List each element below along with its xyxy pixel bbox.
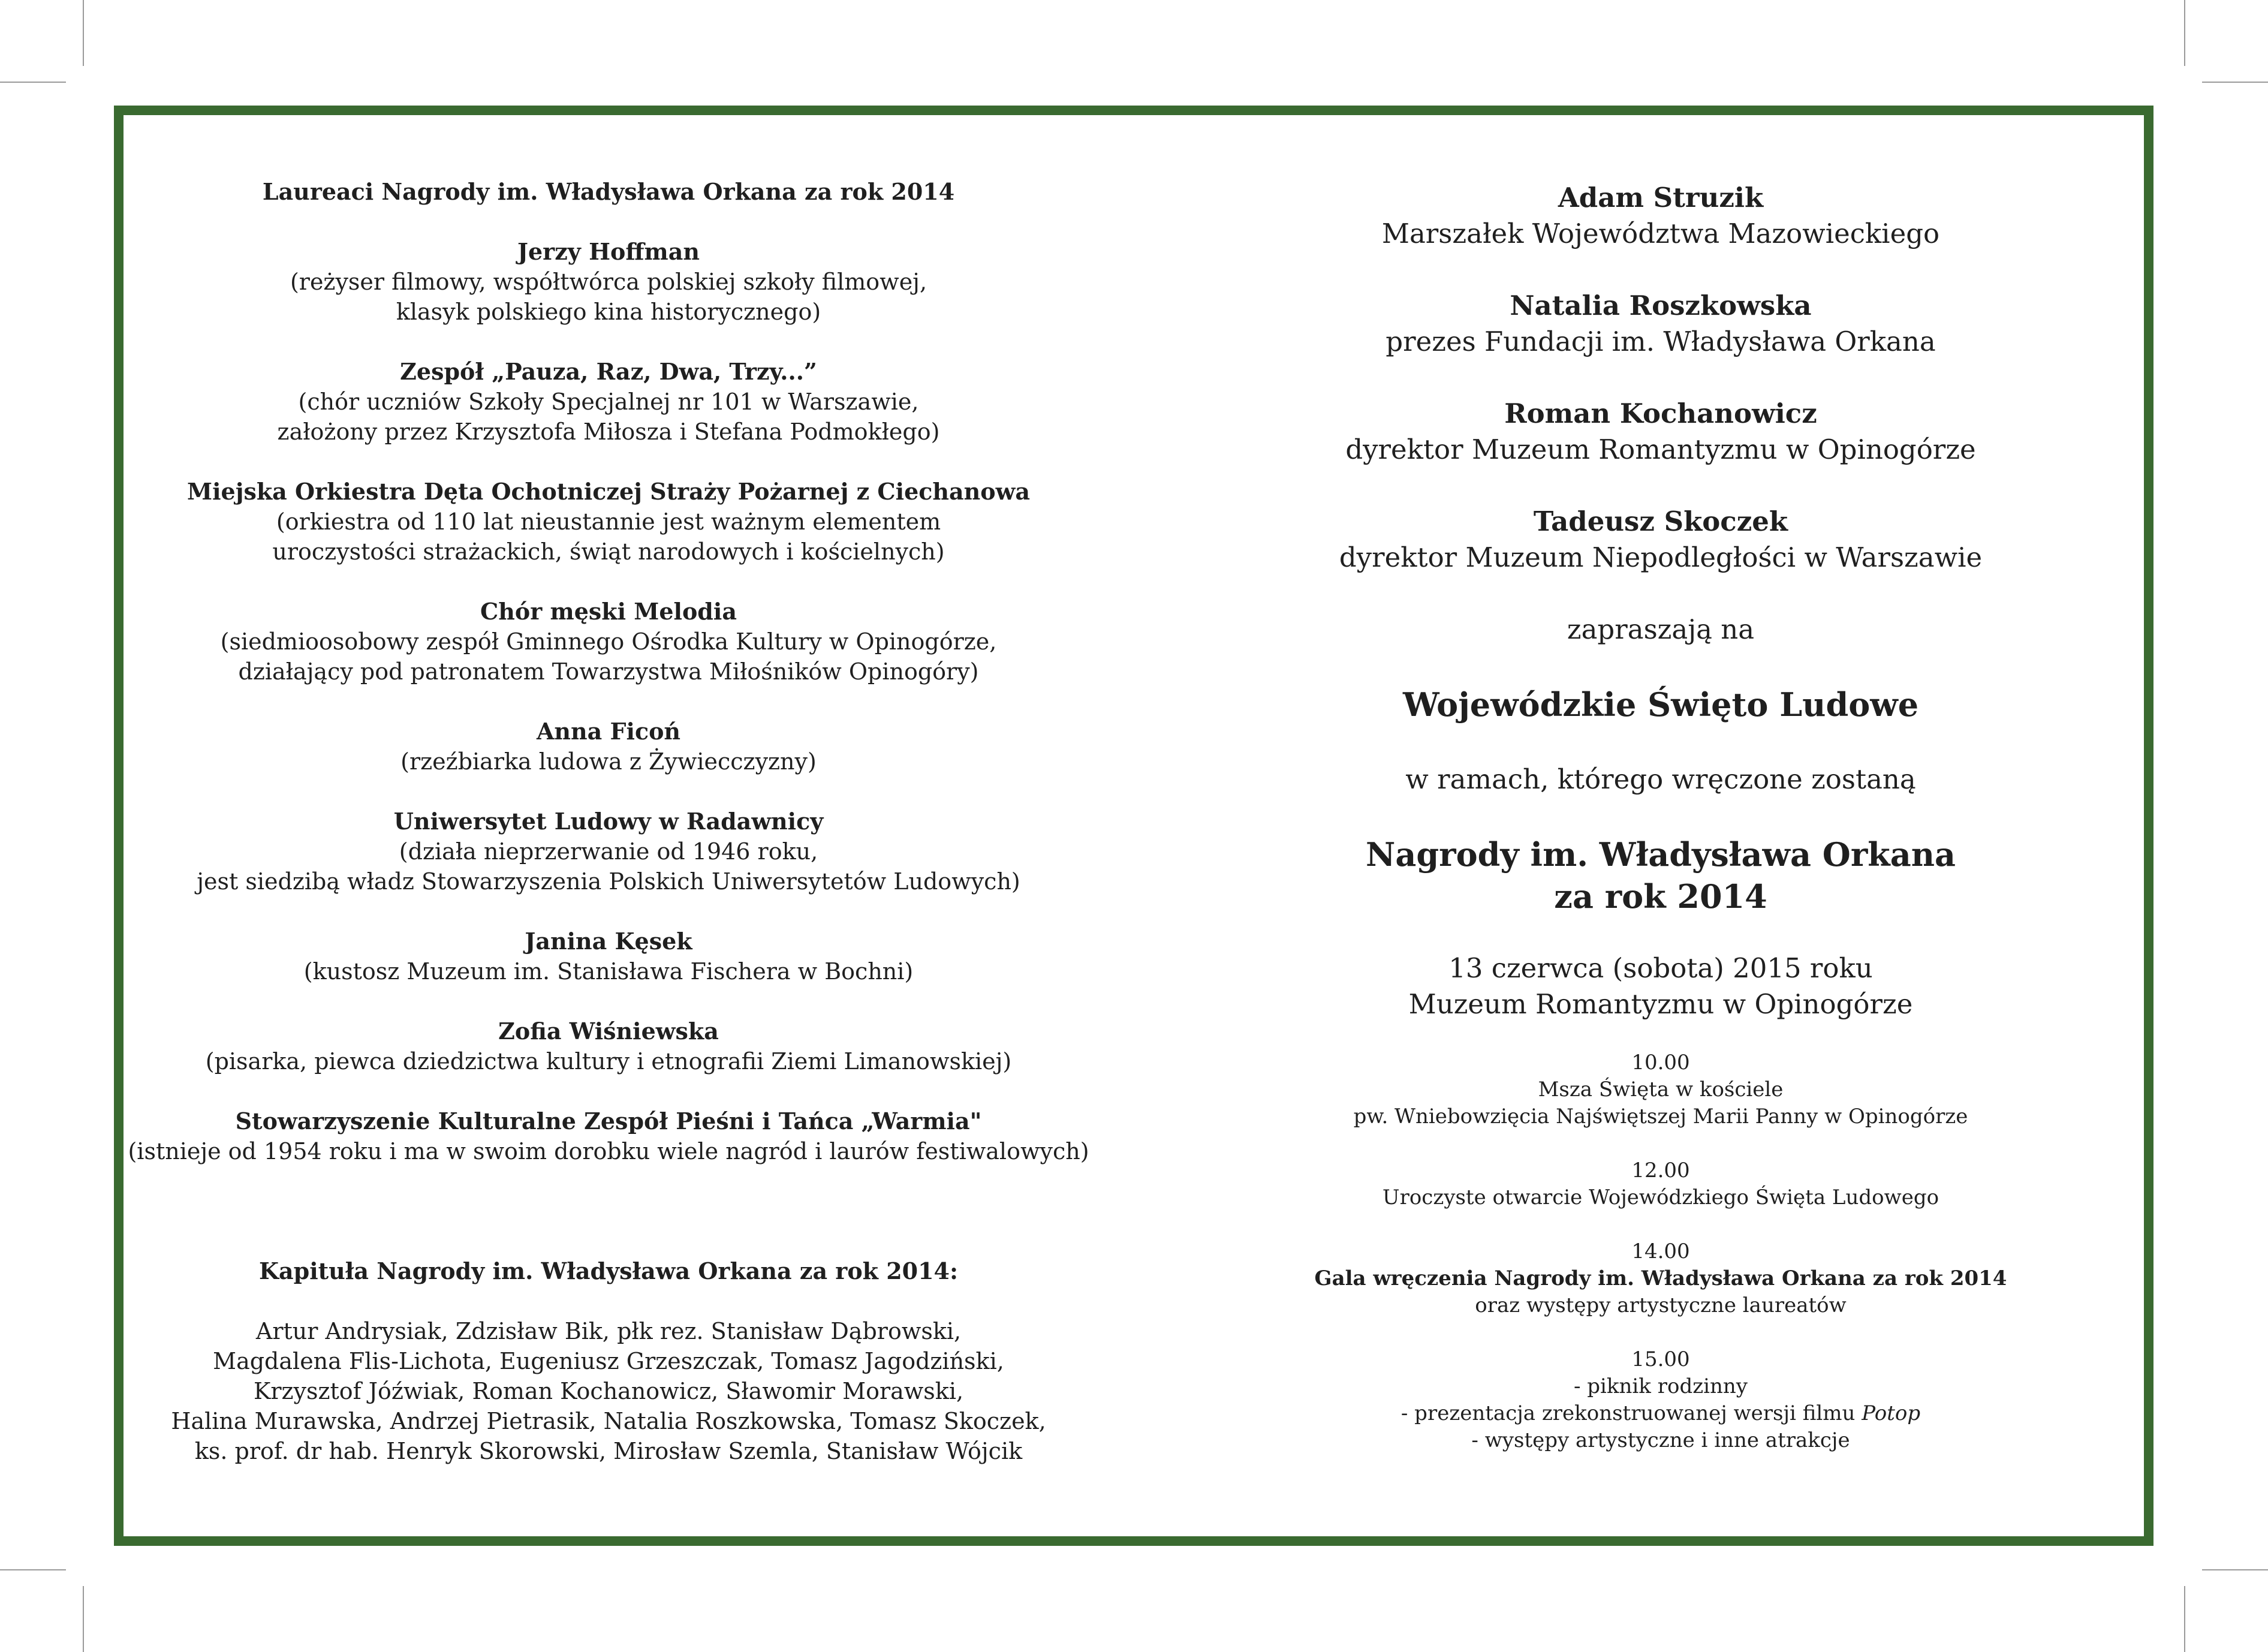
host-role: prezes Fundacji im. Władysława Orkana — [1386, 326, 1936, 357]
host-name: Roman Kochanowicz — [1504, 398, 1817, 429]
program-item — [1301, 1238, 2020, 1319]
event-title: Wojewódzkie Święto Ludowe — [1402, 685, 1919, 724]
laureates-title: Laureaci Nagrody im. Władysława Orkana za rok 2014 — [262, 178, 955, 205]
program-line — [1301, 1400, 2020, 1427]
laureate-desc: działający pod patronatem Towarzystwa Miłośników Opinogóry) — [238, 658, 979, 685]
event-venue: Muzeum Romantyzmu w Opinogórze — [1408, 988, 1913, 1020]
laureate-desc: (działa nieprzerwanie od 1946 roku, — [399, 838, 818, 865]
laureate-name: Chór męski Melodia — [480, 598, 737, 625]
laureate-desc: jest siedzibą władz Stowarzyszenia Polskich Uniwersytetów Ludowych) — [197, 868, 1020, 895]
program-item — [1301, 1049, 2020, 1130]
laureate-name: Stowarzyszenie Kulturalne Zespół Pieśni i Tańca „Warmia" — [235, 1108, 982, 1135]
laureate-entry — [120, 237, 1097, 327]
laureate-desc: (orkiestra od 110 lat nieustannie jest ważnym elementem — [276, 508, 941, 535]
host-name: Adam Struzik — [1558, 182, 1764, 213]
chapter-title: Kapituła Nagrody im. Władysława Orkana za rok 2014: — [258, 1257, 959, 1284]
program-line: Msza Święta w kościele — [1538, 1078, 1784, 1102]
program-line: pw. Wniebowzięcia Najświętszej Marii Panny w Opinogórze — [1353, 1105, 1968, 1129]
crop-mark — [0, 82, 66, 83]
laureate-desc: uroczystości strażackich, świąt narodowych i kościelnych) — [272, 538, 945, 565]
program-line: Gala wręczenia Nagrody im. Władysława Orkana za rok 2014 — [1314, 1266, 2007, 1290]
program-line-text: - prezentacja zrekonstruowanej wersji filmu — [1400, 1401, 1862, 1425]
program-time: 12.00 — [1631, 1158, 1690, 1182]
laureate-desc: klasyk polskiego kina historycznego) — [396, 299, 821, 325]
laureate-name: Zespół „Pauza, Raz, Dwa, Trzy...” — [400, 358, 817, 385]
laureate-name: Zofia Wiśniewska — [498, 1018, 719, 1045]
laureate-desc: (siedmioosobowy zespół Gminnego Ośrodka Kultury w Opinogórze, — [220, 628, 997, 655]
program-time: 15.00 — [1631, 1347, 1690, 1371]
laureate-desc: (istnieje od 1954 roku i ma w swoim dorobku wiele nagród i laurów festiwalowych) — [128, 1138, 1089, 1164]
laureate-desc: założony przez Krzysztofa Miłosza i Stefana Podmokłego) — [277, 419, 940, 445]
host-role: dyrektor Muzeum Romantyzmu w Opinogórze — [1345, 434, 1976, 465]
film-title: Potop — [1862, 1401, 1921, 1425]
laureate-entry — [120, 1106, 1097, 1166]
host-entry — [1301, 180, 2020, 252]
laureate-entry — [120, 477, 1097, 567]
program-line: - występy artystyczne i inne atrakcje — [1471, 1428, 1850, 1452]
host-role: Marszałek Województwa Mazowieckiego — [1381, 218, 1940, 249]
invitation-column — [1301, 180, 2020, 1454]
chapter-members-line: Artur Andrysiak, Zdzisław Bik, płk rez. Stanisław Dąbrowski, — [255, 1318, 962, 1344]
laureate-name: Jerzy Hoffman — [517, 238, 700, 265]
program-line: Uroczyste otwarcie Wojewódzkiego Święta Ludowego — [1382, 1185, 1939, 1209]
laureate-desc: (chór uczniów Szkoły Specjalnej nr 101 w Warszawie, — [298, 389, 919, 415]
crop-mark — [2184, 1586, 2185, 1652]
event-date: 13 czerwca (sobota) 2015 roku — [1448, 952, 1873, 984]
laureate-name: Uniwersytet Ludowy w Radawnicy — [393, 808, 824, 835]
program-line: - piknik rodzinny — [1574, 1374, 1748, 1398]
laureates-column — [120, 177, 1097, 1466]
host-entry — [1301, 396, 2020, 468]
chapter-members — [120, 1316, 1097, 1466]
crop-mark — [2202, 1569, 2268, 1570]
host-entry — [1301, 288, 2020, 360]
laureate-entry — [120, 717, 1097, 777]
laureate-entry — [120, 1016, 1097, 1076]
framework-text: w ramach, którego wręczone zostaną — [1405, 763, 1916, 795]
award-title-line: Nagrody im. Władysława Orkana — [1366, 835, 1956, 874]
laureate-entry — [120, 807, 1097, 896]
laureate-name: Janina Kęsek — [525, 928, 692, 955]
laureate-entry — [120, 926, 1097, 986]
laureate-name: Miejska Orkiestra Dęta Ochotniczej Straży Pożarnej z Ciechanowa — [187, 478, 1030, 505]
program-line: oraz występy artystyczne laureatów — [1475, 1293, 1847, 1317]
chapter-members-line: Halina Murawska, Andrzej Pietrasik, Natalia Roszkowska, Tomasz Skoczek, — [171, 1408, 1046, 1434]
crop-mark — [83, 1586, 84, 1652]
host-entry — [1301, 504, 2020, 576]
program-time: 10.00 — [1631, 1051, 1690, 1075]
laureate-name: Anna Ficoń — [536, 718, 681, 745]
laureate-desc: (pisarka, piewca dziedzictwa kultury i etnografii Ziemi Limanowskiej) — [205, 1048, 1012, 1075]
laureate-desc: (kustosz Muzeum im. Stanisława Fischera w Bochni) — [303, 958, 914, 985]
chapter-members-line: Krzysztof Jóźwiak, Roman Kochanowicz, Sławomir Morawski, — [253, 1378, 964, 1404]
host-role: dyrektor Muzeum Niepodległości w Warszawie — [1339, 541, 1983, 573]
chapter-members-line: ks. prof. dr hab. Henryk Skorowski, Mirosław Szemla, Stanisław Wójcik — [194, 1438, 1023, 1464]
laureate-entry — [120, 357, 1097, 447]
laureate-entry — [120, 597, 1097, 687]
award-title — [1301, 833, 2020, 917]
program-item — [1301, 1346, 2020, 1454]
date-venue — [1301, 950, 2020, 1022]
crop-mark — [83, 0, 84, 66]
invite-text: zapraszają na — [1567, 613, 1755, 645]
crop-mark — [2184, 0, 2185, 66]
crop-mark — [2202, 82, 2268, 83]
crop-mark — [0, 1569, 66, 1570]
host-name: Natalia Roszkowska — [1510, 290, 1812, 321]
chapter-members-line: Magdalena Flis-Lichota, Eugeniusz Grzeszczak, Tomasz Jagodziński, — [213, 1348, 1004, 1374]
laureate-desc: (reżyser filmowy, współtwórca polskiej szkoły filmowej, — [290, 269, 927, 295]
program-item — [1301, 1157, 2020, 1211]
host-name: Tadeusz Skoczek — [1533, 505, 1788, 537]
laureate-desc: (rzeźbiarka ludowa z Żywiecczyzny) — [400, 748, 817, 775]
program-time: 14.00 — [1631, 1239, 1690, 1263]
award-title-line: za rok 2014 — [1554, 877, 1767, 916]
